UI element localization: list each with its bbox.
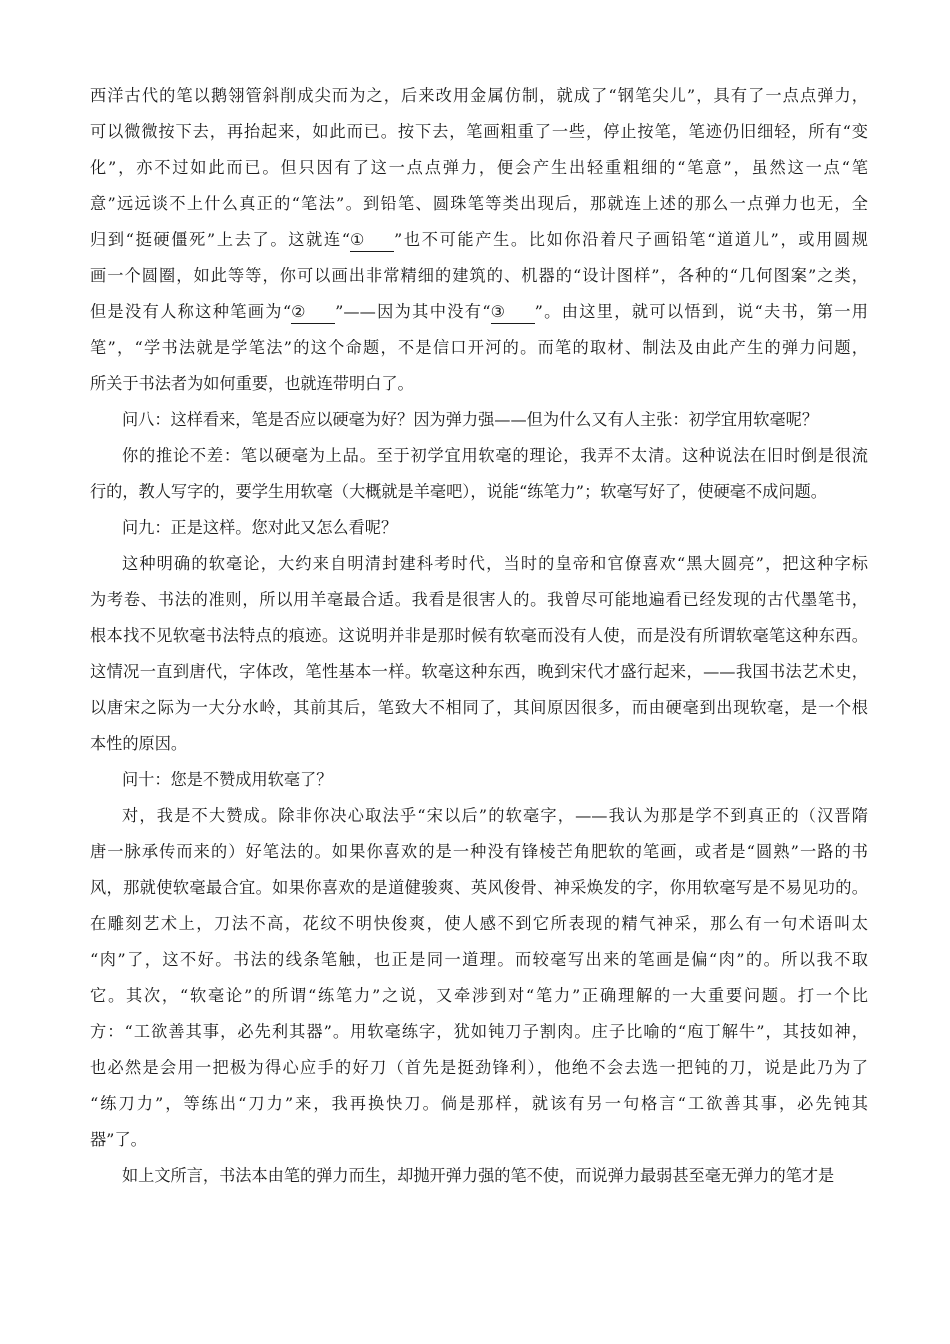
text-line: 方：“工欲善其事，必先利其器”。用软毫练字，犹如钝刀子割肉。庄子比喻的“庖丁解牛”，其技如神， <box>90 1022 868 1041</box>
text-line: 风，那就使软毫最合宜。如果你喜欢的是道健骏爽、英风俊骨、神采焕发的字，你用软毫写是不易见功的。 <box>90 878 868 897</box>
text-line: 在雕刻艺术上，刀法不高，花纹不明快俊爽，使人感不到它所表现的精气神采，那么有一句术语叫太 <box>90 914 868 933</box>
text-line: 这情况一直到唐代，字体改，笔性基本一样。软毫这种东西，晚到宋代才盛行起来，——我国书法艺术史， <box>90 662 868 681</box>
text-line: 本性的原因。 <box>90 734 188 753</box>
text-line: 问十：您是不赞成用软毫了？ <box>122 770 333 789</box>
document-page <box>90 78 868 1194</box>
text-line: 行的，教人写字的，要学生用软毫（大概就是羊毫吧），说能“练笔力”；软毫写好了，使硬毫不成问题。 <box>90 482 827 501</box>
paragraph <box>90 402 868 438</box>
text-line: 根本找不见软毫书法特点的痕迹。这说明并非是那时候有软毫而没有人使，而是没有所谓软毫笔这种东西。 <box>90 626 868 645</box>
paragraph <box>90 762 868 798</box>
text-segment: 但是没有人称这种笔画为“ <box>90 302 292 321</box>
text-line: 意”远远谈不上什么真正的“笔法”。到铅笔、圆珠笔等类出现后，那就连上述的那么一点弹力也无，全 <box>90 194 868 213</box>
text-line: 唐一脉承传而来的）好笔法的。如果你喜欢的是一种没有锋棱芒角肥软的笔画，或者是“圆熟”一路的书 <box>90 842 868 861</box>
text-line <box>90 222 868 258</box>
text-line: “肉”了，这不好。书法的线条笔触，也正是同一道理。而较毫写出来的笔画是偏“肉”的。所以我不取 <box>90 950 868 969</box>
text-line: 你的推论不差：笔以硬毫为上品。至于初学宜用软毫的理论，我弄不太清。这种说法在旧时倒是很流 <box>122 446 868 465</box>
text-segment: 归到“挺硬僵死”上去了。这就连“ <box>90 230 350 249</box>
text-line: 以唐宋之际为一大分水岭，其前其后，笔致大不相同了，其间原因很多，而由硬毫到出现软毫，是一个根 <box>90 698 868 717</box>
text-line: 也必然是会用一把极为得心应手的好刀（首先是挺劲锋利），他绝不会去选一把钝的刀，说是此乃为了 <box>90 1058 868 1077</box>
text-line: 如上文所言，书法本由笔的弹力而生，却抛开弹力强的笔不使，而说弹力最弱甚至毫无弹力的笔才是 <box>122 1166 835 1185</box>
text-line: 画一个圆圈，如此等等，你可以画出非常精细的建筑的、机器的“设计图样”，各种的“几何图案”之类， <box>90 266 868 285</box>
text-line: “练刀力”，等练出“刀力”来，我再换快刀。倘是那样，就该有另一句格言“工欲善其事，必先钝其 <box>90 1094 868 1113</box>
text-line: 这种明确的软毫论，大约来自明清封建科考时代，当时的皇帝和官僚喜欢“黑大圆亮”，把这种字标 <box>122 554 868 573</box>
paragraph <box>90 510 868 546</box>
text-line: 西洋古代的笔以鹅翎管斜削成尖而为之，后来改用金属仿制，就成了“钢笔尖儿”，具有了一点点弹力， <box>90 86 868 105</box>
text-line: 化”，亦不过如此而已。但只因有了这一点点弹力，便会产生出轻重粗细的“笔意”，虽然这一点“笔 <box>90 158 868 177</box>
fill-in-blank: ③ <box>491 301 535 324</box>
paragraph <box>90 546 868 762</box>
text-line: 它。其次，“软毫论”的所谓“练笔力”之说，又牵涉到对“笔力”正确理解的一大重要问题。打一个比 <box>90 986 868 1005</box>
fill-in-blank: ② <box>291 301 335 324</box>
paragraph <box>90 438 868 510</box>
text-line <box>90 294 868 330</box>
text-segment: ”——因为其中没有“ <box>335 302 491 321</box>
paragraph <box>90 1158 868 1194</box>
paragraph <box>90 78 868 402</box>
text-line: 所关于书法者为如何重要，也就连带明白了。 <box>90 374 414 393</box>
text-line: 问八：这样看来，笔是否应以硬毫为好？因为弹力强——但为什么又有人主张：初学宜用软毫呢？ <box>122 410 819 429</box>
text-segment: ”也不可能产生。比如你沿着尺子画铅笔“道道儿”，或用圆规 <box>393 230 868 249</box>
text-line: 器”了。 <box>90 1130 147 1149</box>
text-line: 可以微微按下去，再抬起来，如此而已。按下去，笔画粗重了一些，停止按笔，笔迹仍旧细轻，所有“变 <box>90 122 868 141</box>
fill-in-blank: ① <box>350 229 394 252</box>
text-line: 笔”，“学书法就是学笔法”的这个命题，不是信口开河的。而笔的取材、制法及由此产生的弹力问题， <box>90 338 868 357</box>
text-line: 问九：正是这样。您对此又怎么看呢？ <box>122 518 398 537</box>
text-segment: ”。由这里，就可以悟到，说“夫书，第一用 <box>534 302 868 321</box>
text-line: 为考卷、书法的准则，所以用羊毫最合适。我看是很害人的。我曾尽可能地遍看已经发现的古代墨笔书， <box>90 590 868 609</box>
paragraph <box>90 798 868 1158</box>
text-line: 对，我是不大赞成。除非你决心取法乎“宋以后”的软毫字，——我认为那是学不到真正的（汉晋隋 <box>122 806 868 825</box>
